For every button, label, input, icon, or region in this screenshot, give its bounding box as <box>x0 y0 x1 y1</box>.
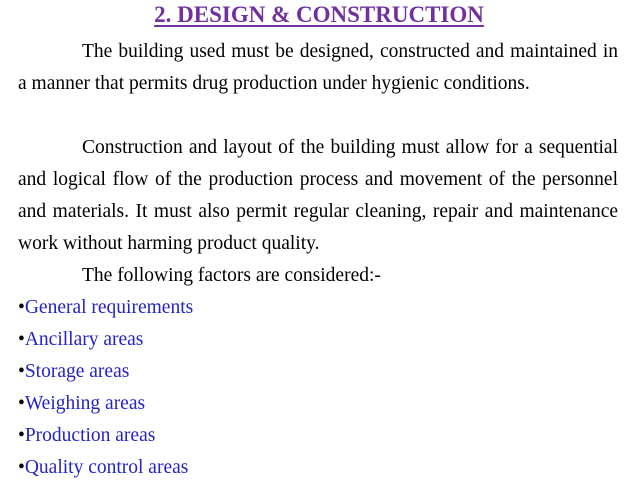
bullet-icon: • <box>18 457 25 478</box>
list-item-production-areas <box>18 420 193 452</box>
paragraph-factors-intro: The following factors are considered:- <box>82 265 381 286</box>
list-item-weighing-areas <box>18 388 193 420</box>
bullet-icon: • <box>18 297 25 318</box>
paragraph-construction-layout: Construction and layout of the building must allow for a sequential and logical flow of the production process and movement of the personnel and materials. It must also permit regular cleaning, repair and maintenance work without harming product quality. <box>18 137 618 254</box>
list-item-label: Quality control areas <box>24 457 189 478</box>
list-item-label: Storage areas <box>24 361 130 382</box>
list-item-storage-areas <box>18 356 193 388</box>
list-item-label: General requirements <box>24 297 194 318</box>
slide-title-text: 2. DESIGN & CONSTRUCTION <box>154 2 484 27</box>
factors-list <box>18 292 193 484</box>
list-item-general-requirements <box>18 292 193 324</box>
paragraph-building-design: The building used must be designed, constructed and maintained in a manner that permits drug production under hygienic conditions. <box>18 41 618 94</box>
bullet-icon: • <box>18 329 25 350</box>
slide-title <box>0 1 638 29</box>
bullet-icon: • <box>18 393 25 414</box>
bullet-icon: • <box>18 425 25 446</box>
list-item-label: Production areas <box>24 425 156 446</box>
list-item-ancillary-areas <box>18 324 193 356</box>
bullet-icon: • <box>18 361 25 382</box>
list-item-quality-control-areas <box>18 452 193 484</box>
list-item-label: Ancillary areas <box>24 329 144 350</box>
list-item-label: Weighing areas <box>24 393 146 414</box>
